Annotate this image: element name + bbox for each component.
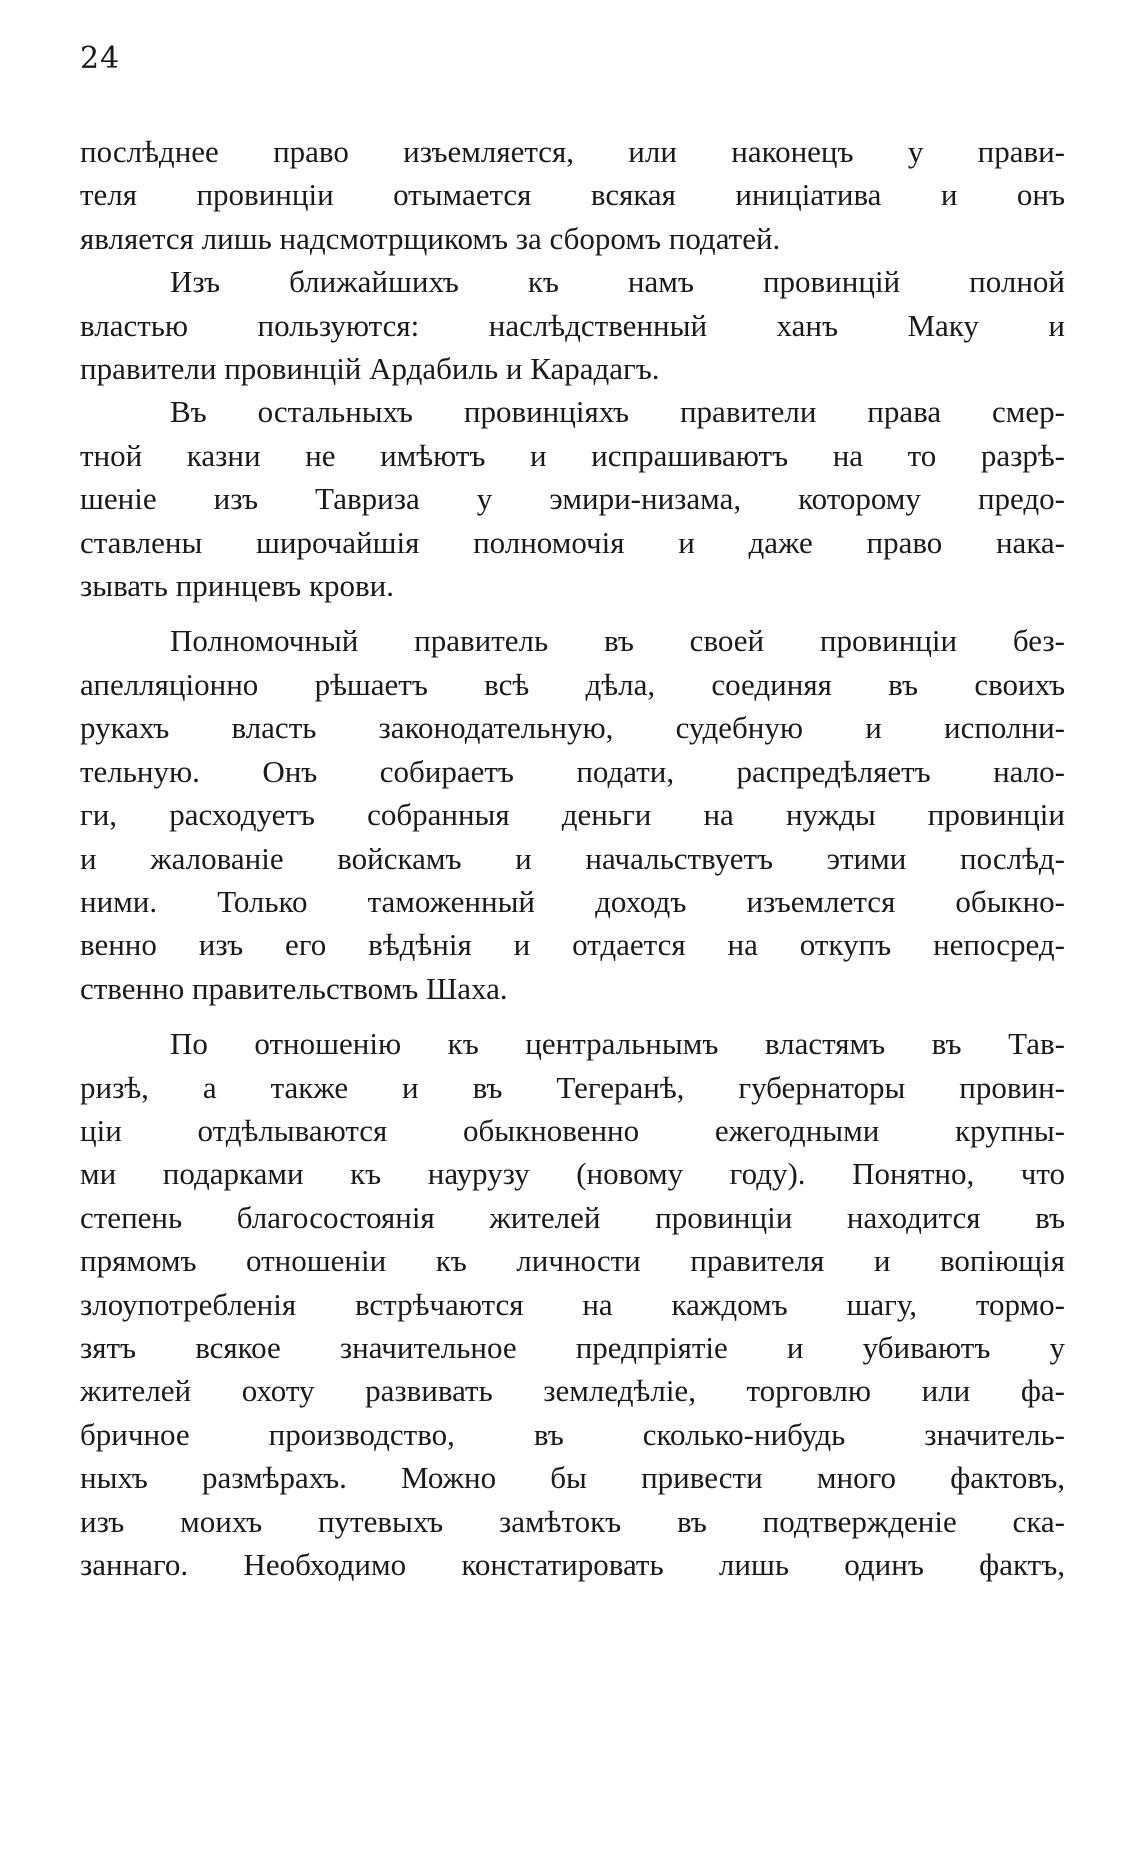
paragraph-5 [80,1022,1065,1586]
body-text [80,130,1065,1586]
text-line: теля провинціи отымается всякая иниціатива и онъ [80,177,1065,213]
paragraph-2 [80,260,1065,390]
text-line: зятъ всякое значительное предпріятіе и убиваютъ у [80,1329,1065,1365]
text-line: изъ моихъ путевыхъ замѣтокъ въ подтвержденіе ска- [80,1503,1065,1539]
paragraph-3 [80,390,1065,607]
text-line: рукахъ власть законодательную, судебную и исполни- [80,710,1065,746]
text-line: степень благосостоянія жителей провинціи находится въ [80,1199,1065,1235]
text-line: Полномочный правитель въ своей провинціи без- [170,623,1065,659]
text-line: ги, расходуетъ собранныя деньги на нужды провинціи [80,797,1065,833]
text-line: послѣднее право изъемляется, или наконецъ у прави- [80,134,1065,169]
text-line: Изъ ближайшихъ къ намъ провинцій полной [170,264,1065,300]
text-line: является лишь надсмотрщикомъ за сборомъ податей. [80,220,781,256]
text-line: шеніе изъ Тавриза у эмири-низама, которому предо- [80,481,1065,517]
text-line: злоупотребленія встрѣчаются на каждомъ шагу, тормо- [80,1286,1065,1322]
text-line: тельную. Онъ собираетъ подати, распредѣляетъ нало- [80,753,1065,789]
text-line: прямомъ отношеніи къ личности правителя и вопіющія [80,1243,1065,1279]
text-line: ризѣ, а также и въ Тегеранѣ, губернаторы провин- [80,1069,1065,1105]
text-line: По отношенію къ центральнымъ властямъ въ Тав- [170,1026,1065,1062]
text-line: ственно правительствомъ Шаха. [80,970,508,1006]
paragraph-1 [80,130,1065,260]
text-line: венно изъ его вѣдѣнія и отдается на откупъ непосред- [80,927,1065,963]
text-line: заннаго. Необходимо констатировать лишь одинъ фактъ, [80,1547,1065,1582]
text-line: жителей охоту развивать земледѣліе, торговлю или фа- [80,1373,1065,1409]
text-line: апелляціонно рѣшаетъ всѣ дѣла, соединяя въ своихъ [80,666,1065,702]
paragraph-4 [80,619,1065,1010]
page-number: 24 [80,41,121,76]
text-line: правители провинцій Ардабиль и Карадагъ. [80,351,660,387]
text-line: зывать принцевъ крови. [80,568,394,604]
text-line: Въ остальныхъ провинціяхъ правители права смер- [170,394,1065,430]
text-line: и жалованіе войскамъ и начальствуетъ этими послѣд- [80,840,1065,876]
text-line: ними. Только таможенный доходъ изъемлется обыкно- [80,883,1065,919]
text-line: властью пользуются: наслѣдственный ханъ Маку и [80,307,1065,343]
text-line: ставлены широчайшія полномочія и даже право нака- [80,524,1065,560]
text-line: тной казни не имѣютъ и испрашиваютъ на то разрѣ- [80,437,1065,473]
text-line: ныхъ размѣрахъ. Можно бы привести много фактовъ, [80,1460,1065,1496]
text-line: ціи отдѣлываются обыкновенно ежегодными крупны- [80,1112,1065,1148]
text-line: ми подарками къ наурузу (новому году). Понятно, что [80,1156,1065,1192]
text-line: бричное производство, въ сколько-нибудь значитель- [80,1416,1065,1452]
